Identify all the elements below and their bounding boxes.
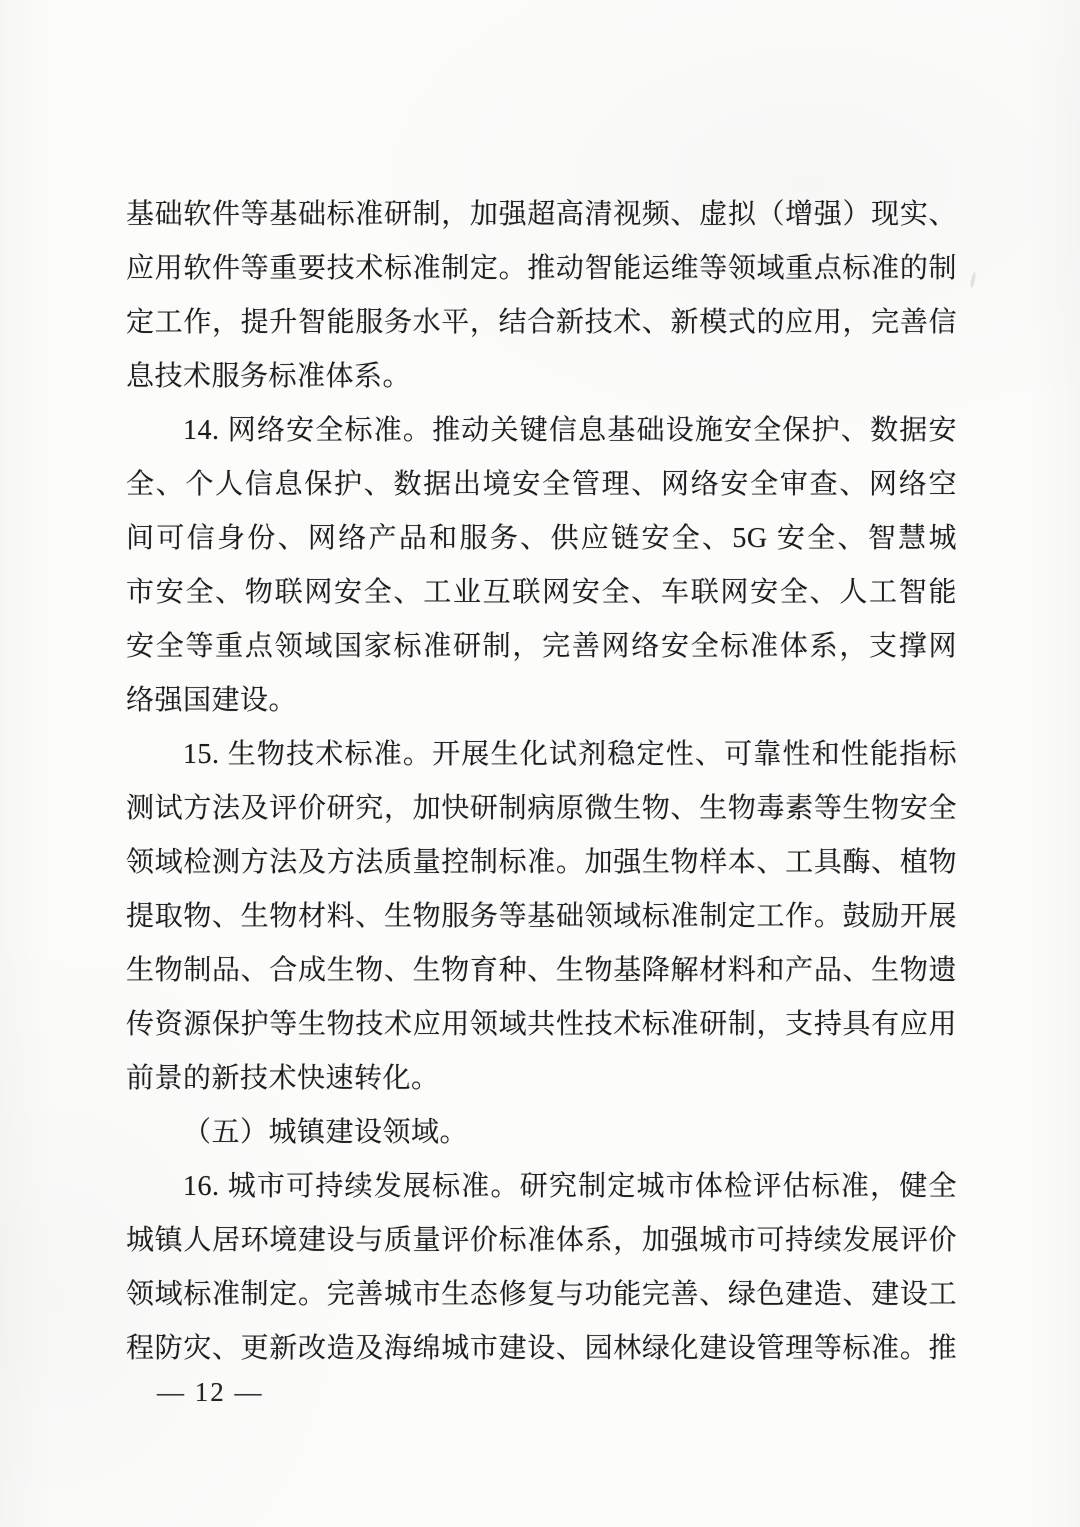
text-line: 间可信身份、网络产品和服务、供应链安全、5G 安全、智慧城 bbox=[126, 523, 957, 554]
text-line: 14. 网络安全标准。推动关键信息基础设施安全保护、数据安 bbox=[183, 415, 957, 446]
text-line: 领域检测方法及方法质量控制标准。加强生物样本、工具酶、植物 bbox=[126, 847, 957, 878]
para-15-biotech-standards bbox=[126, 728, 957, 1106]
page-number: — 12 — bbox=[157, 1377, 264, 1407]
text-line: 基础软件等基础标准研制，加强超高清视频、虚拟（增强）现实、 bbox=[126, 199, 957, 230]
text-line: 领域标准制定。完善城市生态修复与功能完善、绿色建造、建设工 bbox=[126, 1279, 957, 1310]
text-line: 测试方法及评价研究，加快研制病原微生物、生物毒素等生物安全 bbox=[126, 793, 957, 824]
text-line: 15. 生物技术标准。开展生化试剂稳定性、可靠性和性能指标 bbox=[183, 739, 957, 770]
text-line: 前景的新技术快速转化。 bbox=[126, 1063, 440, 1094]
text-line: 定工作，提升智能服务水平，结合新技术、新模式的应用，完善信 bbox=[126, 307, 957, 338]
para-section-5-urban-construction-heading bbox=[126, 1106, 957, 1160]
text-line: 生物制品、合成生物、生物育种、生物基降解材料和产品、生物遗 bbox=[126, 955, 957, 986]
text-line: 提取物、生物材料、生物服务等基础领域标准制定工作。鼓励开展 bbox=[126, 901, 957, 932]
text-line: 城镇人居环境建设与质量评价标准体系，加强城市可持续发展评价 bbox=[126, 1225, 957, 1256]
text-line: 全、个人信息保护、数据出境安全管理、网络安全审查、网络空 bbox=[126, 469, 957, 500]
text-line: 程防灾、更新改造及海绵城市建设、园林绿化建设管理等标准。推 bbox=[126, 1333, 957, 1364]
para-info-tech-continuation bbox=[126, 188, 957, 404]
document-body bbox=[126, 188, 957, 1376]
text-line: 16. 城市可持续发展标准。研究制定城市体检评估标准，健全 bbox=[183, 1171, 957, 1202]
para-16-city-sustainable-development-standards bbox=[126, 1160, 957, 1376]
para-14-network-security-standards bbox=[126, 404, 957, 728]
text-line: 安全等重点领域国家标准研制，完善网络安全标准体系，支撑网 bbox=[126, 631, 957, 662]
text-line: （五）城镇建设领域。 bbox=[183, 1117, 469, 1148]
text-line: 应用软件等重要技术标准制定。推动智能运维等领域重点标准的制 bbox=[126, 253, 957, 284]
text-line: 传资源保护等生物技术应用领域共性技术标准研制，支持具有应用 bbox=[126, 1009, 957, 1040]
text-line: 市安全、物联网安全、工业互联网安全、车联网安全、人工智能 bbox=[126, 577, 957, 608]
scan-smudge bbox=[969, 272, 976, 288]
text-line: 息技术服务标准体系。 bbox=[126, 361, 412, 392]
text-line: 络强国建设。 bbox=[126, 685, 298, 716]
